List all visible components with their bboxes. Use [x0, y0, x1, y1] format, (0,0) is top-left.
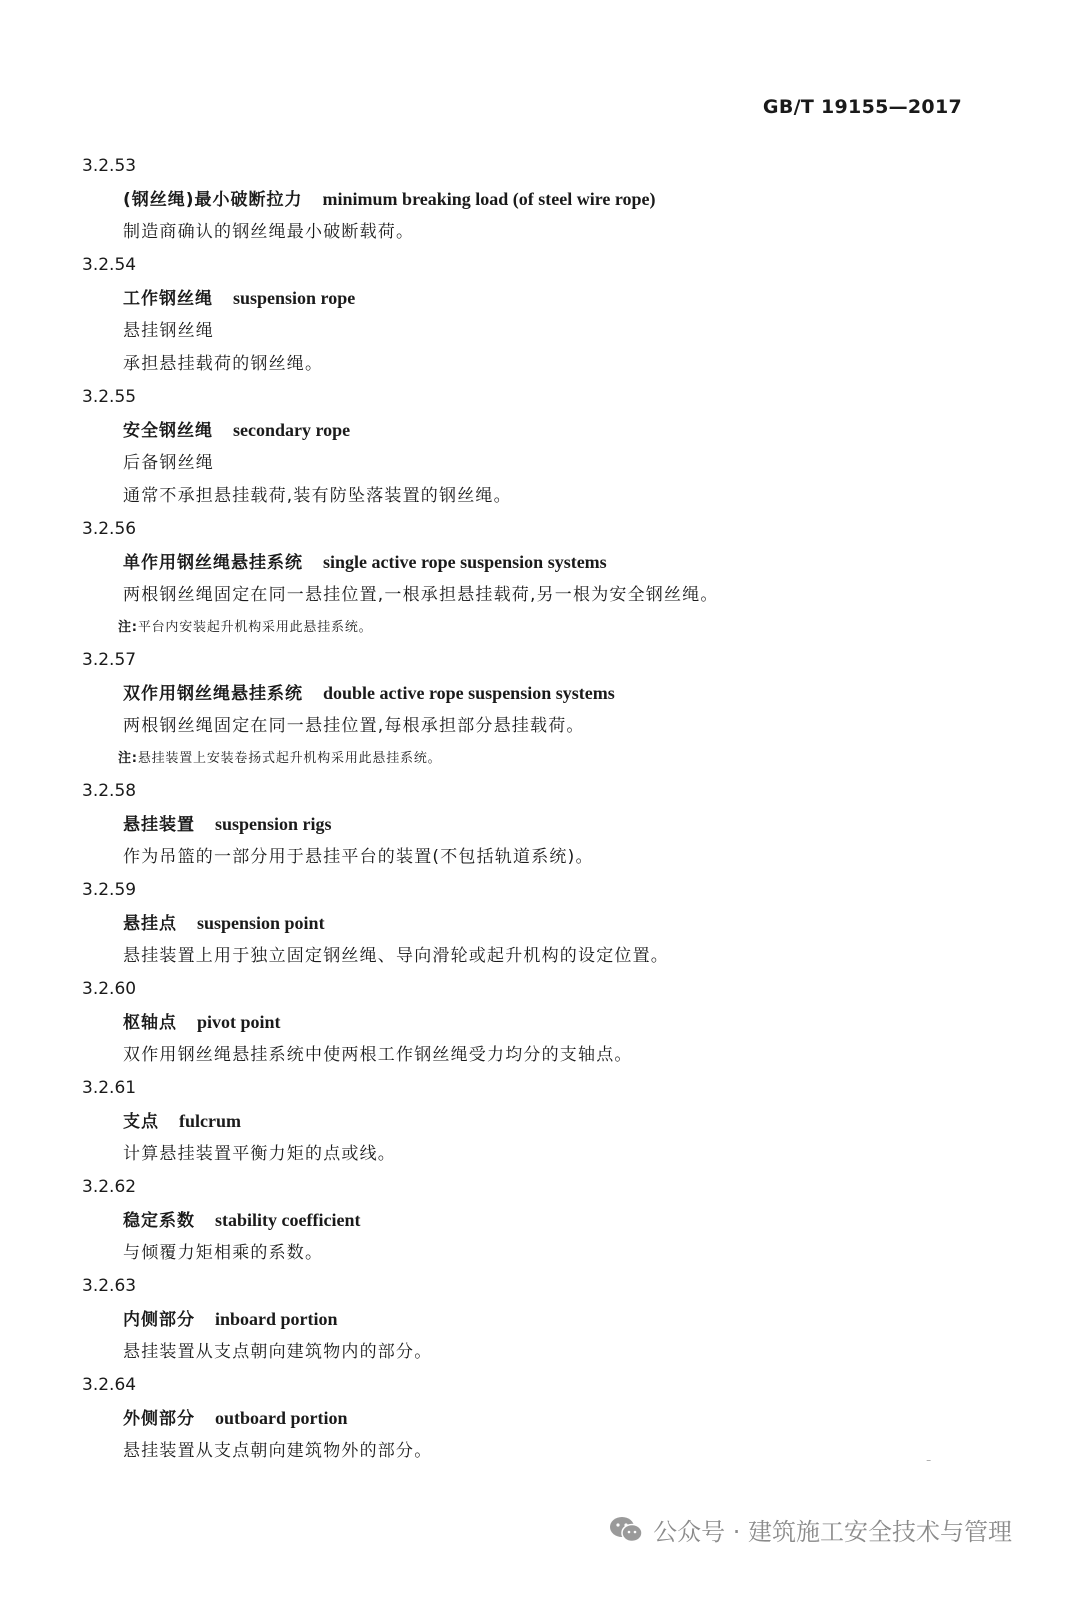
term-heading [82, 1105, 982, 1138]
term-chinese: 支点 [123, 1112, 159, 1132]
term-chinese: 内侧部分 [123, 1310, 195, 1330]
clause-number: 3.2.54 [82, 255, 137, 275]
term-english: outboard portion [215, 1408, 348, 1428]
term-chinese: 单作用钢丝绳悬挂系统 [123, 553, 303, 573]
watermark-text: 公众号 · 建筑施工安全技术与管理 [653, 1518, 1012, 1546]
term-heading [82, 677, 982, 710]
term-definition: 作为吊篮的一部分用于悬挂平台的装置(不包括轨道系统)。 [123, 847, 594, 867]
term-synonym: 悬挂钢丝绳 [123, 321, 214, 341]
term-english: suspension point [197, 913, 325, 933]
term-entry [82, 973, 982, 1072]
term-entry [82, 1369, 982, 1468]
term-entry [82, 644, 982, 775]
term-definition: 两根钢丝绳固定在同一悬挂位置,每根承担部分悬挂载荷。 [123, 716, 585, 736]
watermark [609, 1512, 1012, 1547]
term-heading [82, 1006, 982, 1039]
term-heading [82, 1303, 982, 1336]
term-heading [82, 282, 982, 315]
term-entry [82, 874, 982, 973]
terms-list [82, 150, 982, 1468]
term-entry [82, 1270, 982, 1369]
term-definition: 悬挂装置上用于独立固定钢丝绳、导向滑轮或起升机构的设定位置。 [123, 946, 669, 966]
term-definition: 双作用钢丝绳悬挂系统中使两根工作钢丝绳受力均分的支轴点。 [123, 1045, 633, 1065]
term-entry [82, 775, 982, 874]
term-heading [82, 546, 982, 579]
clause-number: 3.2.58 [82, 781, 137, 801]
term-heading [82, 414, 982, 447]
term-entry [82, 381, 982, 513]
term-heading [82, 1402, 982, 1435]
term-definition: 与倾覆力矩相乘的系数。 [123, 1243, 324, 1263]
term-note [82, 612, 982, 644]
term-chinese: 安全钢丝绳 [123, 421, 213, 441]
note-text: 平台内安装起升机构采用此悬挂系统。 [137, 620, 373, 635]
term-heading [82, 808, 982, 841]
term-chinese: 稳定系数 [123, 1211, 195, 1231]
note-label: 注: [118, 620, 138, 635]
term-english: secondary rope [233, 420, 351, 440]
term-chinese: 工作钢丝绳 [123, 289, 213, 309]
term-english: suspension rope [233, 288, 356, 308]
term-english: double active rope suspension systems [323, 683, 615, 703]
term-definition: 计算悬挂装置平衡力矩的点或线。 [123, 1144, 396, 1164]
term-english: fulcrum [179, 1111, 241, 1131]
term-heading [82, 183, 982, 216]
clause-number: 3.2.55 [82, 387, 137, 407]
term-entry [82, 249, 982, 381]
term-definition: 承担悬挂载荷的钢丝绳。 [123, 354, 324, 374]
term-entry [82, 1072, 982, 1171]
term-definition: 通常不承担悬挂载荷,装有防坠落装置的钢丝绳。 [123, 486, 512, 506]
term-english: stability coefficient [215, 1210, 361, 1230]
note-label: 注: [118, 751, 138, 766]
term-heading [82, 907, 982, 940]
clause-number: 3.2.63 [82, 1276, 137, 1296]
clause-number: 3.2.56 [82, 519, 137, 539]
clause-number: 3.2.59 [82, 880, 137, 900]
term-entry [82, 513, 982, 644]
term-note [82, 743, 982, 775]
term-definition: 悬挂装置从支点朝向建筑物内的部分。 [123, 1342, 433, 1362]
note-text: 悬挂装置上安装卷扬式起升机构采用此悬挂系统。 [137, 751, 442, 766]
clause-number: 3.2.62 [82, 1177, 137, 1197]
clause-number: 3.2.61 [82, 1078, 137, 1098]
clause-number: 3.2.57 [82, 650, 137, 670]
term-definition: 两根钢丝绳固定在同一悬挂位置,一根承担悬挂载荷,另一根为安全钢丝绳。 [123, 585, 719, 605]
term-definition: 制造商确认的钢丝绳最小破断载荷。 [123, 222, 415, 242]
term-english: single active rope suspension systems [323, 552, 607, 572]
term-english: minimum breaking load (of steel wire rope) [322, 189, 656, 209]
term-entry [82, 1171, 982, 1270]
clause-number: 3.2.60 [82, 979, 137, 999]
term-english: suspension rigs [215, 814, 332, 834]
term-english: pivot point [197, 1012, 281, 1032]
term-chinese: 外侧部分 [123, 1409, 195, 1429]
scan-mark: ⁻ [926, 1458, 932, 1469]
term-chinese: 双作用钢丝绳悬挂系统 [123, 684, 303, 704]
term-chinese: 悬挂装置 [123, 815, 195, 835]
standard-code: GB/T 19155—2017 [762, 96, 962, 118]
clause-number: 3.2.64 [82, 1375, 137, 1395]
term-english: inboard portion [215, 1309, 338, 1329]
clause-number: 3.2.53 [82, 156, 137, 176]
term-synonym: 后备钢丝绳 [123, 453, 214, 473]
wechat-icon [609, 1516, 643, 1544]
term-heading [82, 1204, 982, 1237]
term-chinese: (钢丝绳)最小破断拉力 [123, 190, 303, 210]
term-chinese: 枢轴点 [123, 1013, 177, 1033]
term-definition: 悬挂装置从支点朝向建筑物外的部分。 [123, 1441, 433, 1461]
term-entry [82, 150, 982, 249]
term-chinese: 悬挂点 [123, 914, 177, 934]
